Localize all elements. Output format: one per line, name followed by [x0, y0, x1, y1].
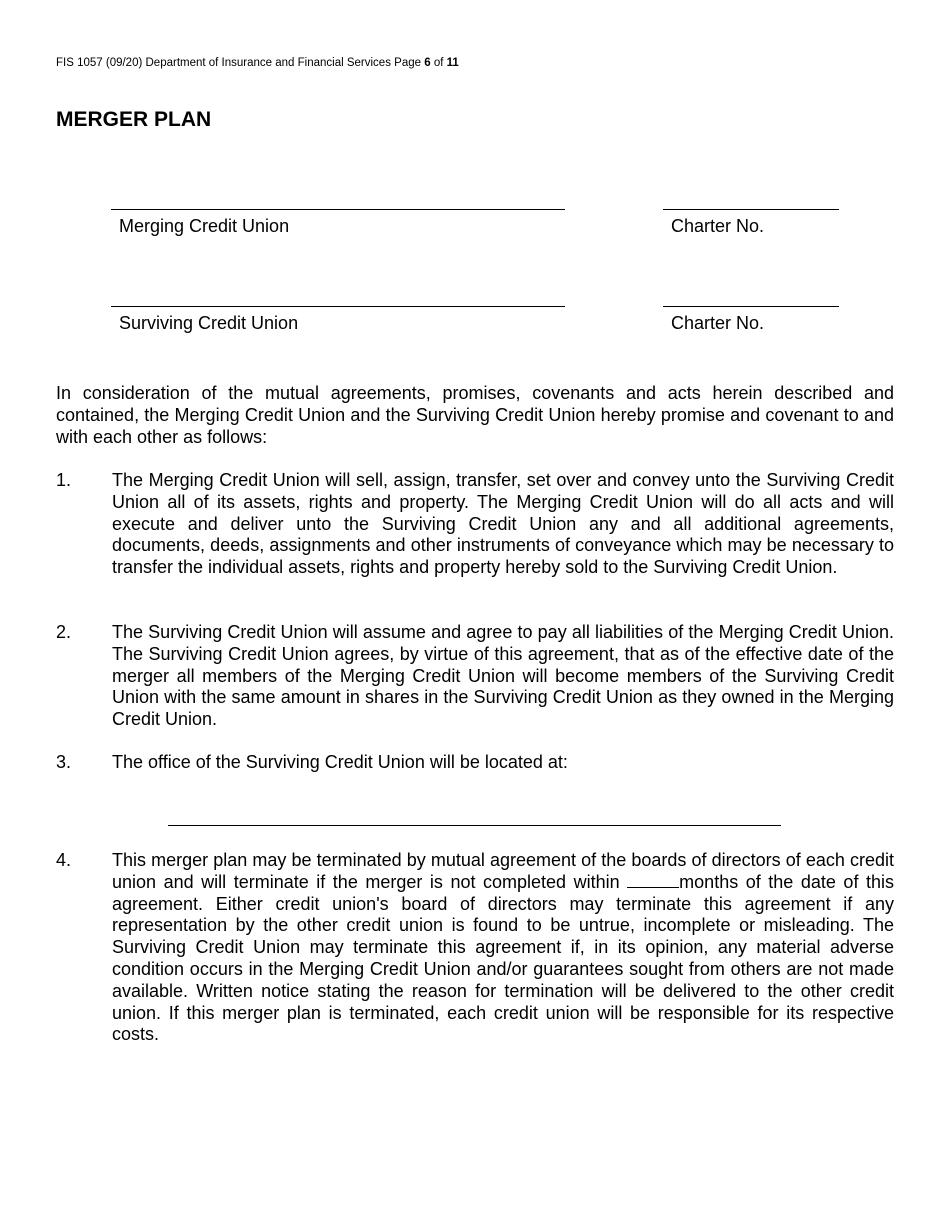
- item-number: 1.: [56, 470, 72, 490]
- page-total: 11: [446, 57, 459, 69]
- surviving-charter-label: Charter No.: [671, 313, 765, 333]
- item-text-before: This merger plan may be terminated by mutual agreement of the boards of directors of each credit union and will terminate if the merger is not completed within: [112, 850, 894, 892]
- item-number: 2.: [56, 622, 72, 642]
- merging-credit-union-field[interactable]: [111, 209, 565, 210]
- merging-credit-union-label: Merging Credit Union: [119, 216, 290, 236]
- page-label: Page: [394, 57, 422, 69]
- intro-paragraph: In consideration of the mutual agreements, promises, covenants and acts herein described and contained, the Merging Credit Union and the Surviving Credit Union hereby promise and covenant to and with each other as follows:: [56, 383, 894, 447]
- list-item: [56, 850, 894, 1046]
- surviving-charter-field[interactable]: [663, 306, 839, 307]
- page-number: 6: [424, 57, 431, 69]
- item-text: The Surviving Credit Union will assume and agree to pay all liabilities of the Merging Credit Union. The Surviving Credit Union agrees, by virtue of this agreement, that as of the effective date of the merger all members of the Merging Credit Union will become members of the Surviving Credit Union with the same amount in shares in the Surviving Credit Union as they owned in the Merging Credit Union.: [112, 622, 894, 730]
- months-blank-field[interactable]: [627, 873, 679, 888]
- list-item: [56, 470, 894, 579]
- page-header: [56, 57, 459, 69]
- merging-charter-field[interactable]: [663, 209, 839, 210]
- list-item: [56, 622, 894, 731]
- list-item: [56, 752, 894, 774]
- item-text-after: months of the date of this agreement. Either credit union's board of directors may terminate this agreement if any representation by the other credit union is found to be untrue, incomplete or misleading. The Surviving Credit Union may terminate this agreement if, in its opinion, any material adverse condition occurs in the Merging Credit Union and/or guarantees sought from others are not made available. Written notice stating the reason for termination will be delivered to the other credit union. If this merger plan is terminated, each credit union will be responsible for its respective costs.: [112, 871, 894, 1045]
- surviving-credit-union-field[interactable]: [111, 306, 565, 307]
- office-address-field[interactable]: [168, 825, 781, 826]
- item-text: The office of the Surviving Credit Union will be located at:: [112, 752, 568, 772]
- merging-charter-label: Charter No.: [671, 216, 765, 236]
- page-title: MERGER PLAN: [56, 108, 212, 131]
- item-text: The Merging Credit Union will sell, assign, transfer, set over and convey unto the Surviving Credit Union all of its assets, rights and property. The Merging Credit Union will do all acts and will execute and deliver unto the Surviving Credit Union any and all additional agreements, documents, deeds, assignments and other instruments of conveyance which may be necessary to transfer the individual assets, rights and property hereby sold to the Surviving Credit Union.: [112, 470, 894, 578]
- surviving-credit-union-label: Surviving Credit Union: [119, 313, 299, 333]
- form-info: FIS 1057 (09/20) Department of Insurance and Financial Services: [56, 57, 391, 69]
- item-number: 3.: [56, 752, 72, 772]
- item-number: 4.: [56, 850, 72, 870]
- item-text: [112, 850, 894, 1046]
- page-of: of: [433, 57, 444, 69]
